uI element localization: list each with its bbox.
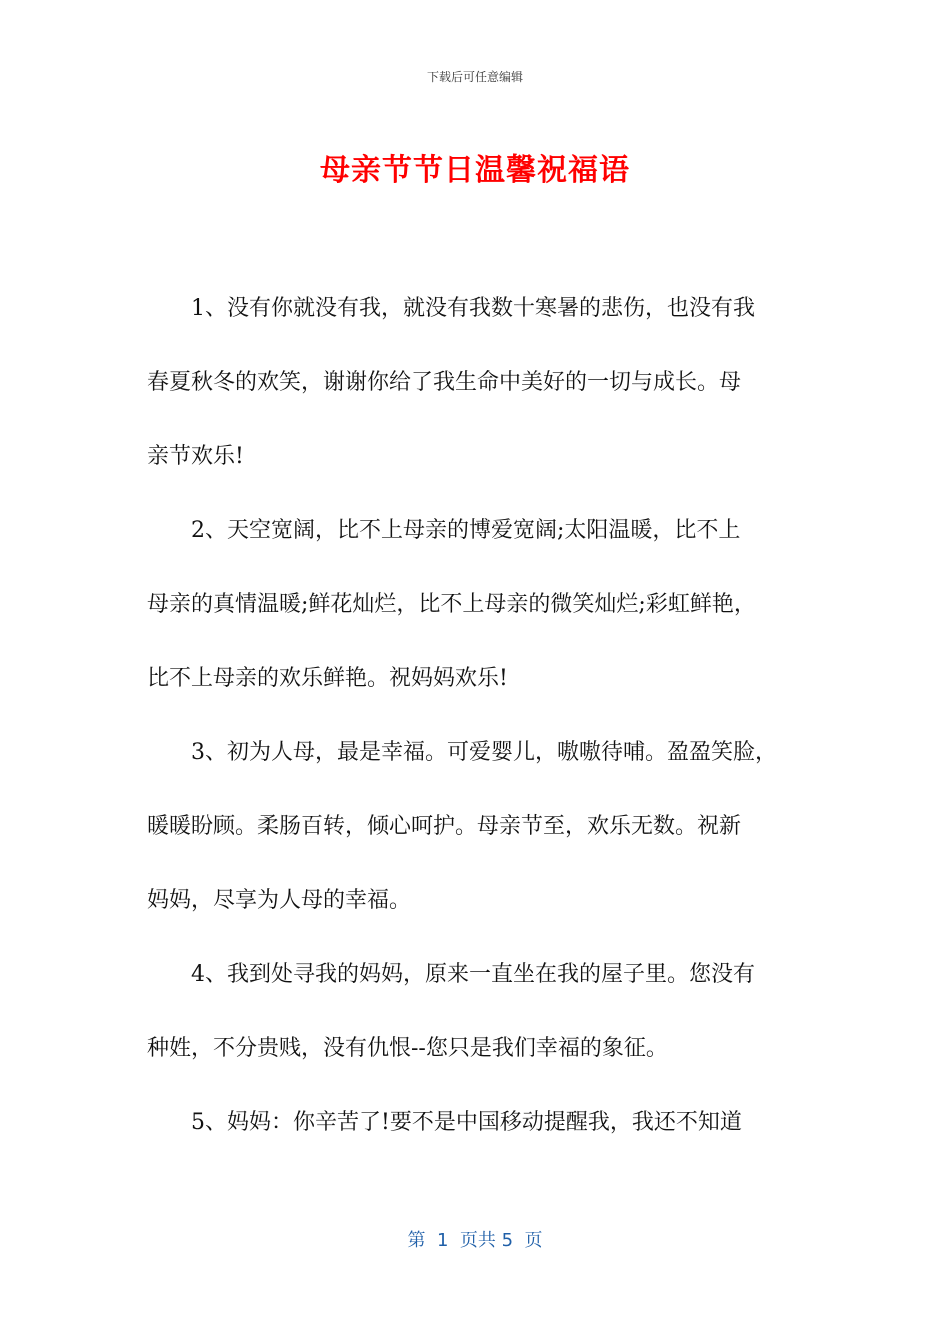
paragraph-5 (147, 1086, 827, 1160)
paragraph-line: 亲节欢乐! (147, 444, 244, 469)
paragraph-1 (147, 272, 827, 494)
paragraph-3 (147, 716, 827, 938)
document-body (147, 272, 827, 1160)
paragraph-2 (147, 494, 827, 716)
paragraph-line: 春夏秋冬的欢笑，谢谢你给了我生命中美好的一切与成长。母 (147, 370, 742, 395)
paragraph-line: 5、妈妈：你辛苦了!要不是中国移动提醒我，我还不知道 (191, 1110, 742, 1135)
paragraph-line: 暖暖盼顾。柔肠百转，倾心呵护。母亲节至，欢乐无数。祝新 (147, 814, 742, 839)
header-note: 下载后可任意编辑 (426, 70, 523, 84)
paragraph-line: 母亲的真情温暖;鲜花灿烂，比不上母亲的微笑灿烂;彩虹鲜艳， (147, 592, 756, 617)
paragraph-line: 种姓，不分贵贱，没有仇恨--您只是我们幸福的象征。 (147, 1036, 668, 1061)
document-title: 母亲节节日温馨祝福语 (320, 153, 630, 188)
paragraph-line: 妈妈，尽享为人母的幸福。 (147, 888, 412, 913)
paragraph-line: 4、我到处寻我的妈妈，原来一直坐在我的屋子里。您没有 (191, 962, 755, 987)
paragraph-line: 2、天空宽阔，比不上母亲的博爱宽阔;太阳温暖，比不上 (191, 518, 741, 543)
paragraph-line: 比不上母亲的欢乐鲜艳。祝妈妈欢乐! (147, 666, 508, 691)
paragraph-4 (147, 938, 827, 1086)
page-footer: 第 1 页共 5 页 (407, 1230, 543, 1251)
paragraph-line: 3、初为人母，最是幸福。可爱婴儿，嗷嗷待哺。盈盈笑脸， (191, 740, 777, 765)
paragraph-line: 1、没有你就没有我，就没有我数十寒暑的悲伤，也没有我 (191, 296, 755, 321)
